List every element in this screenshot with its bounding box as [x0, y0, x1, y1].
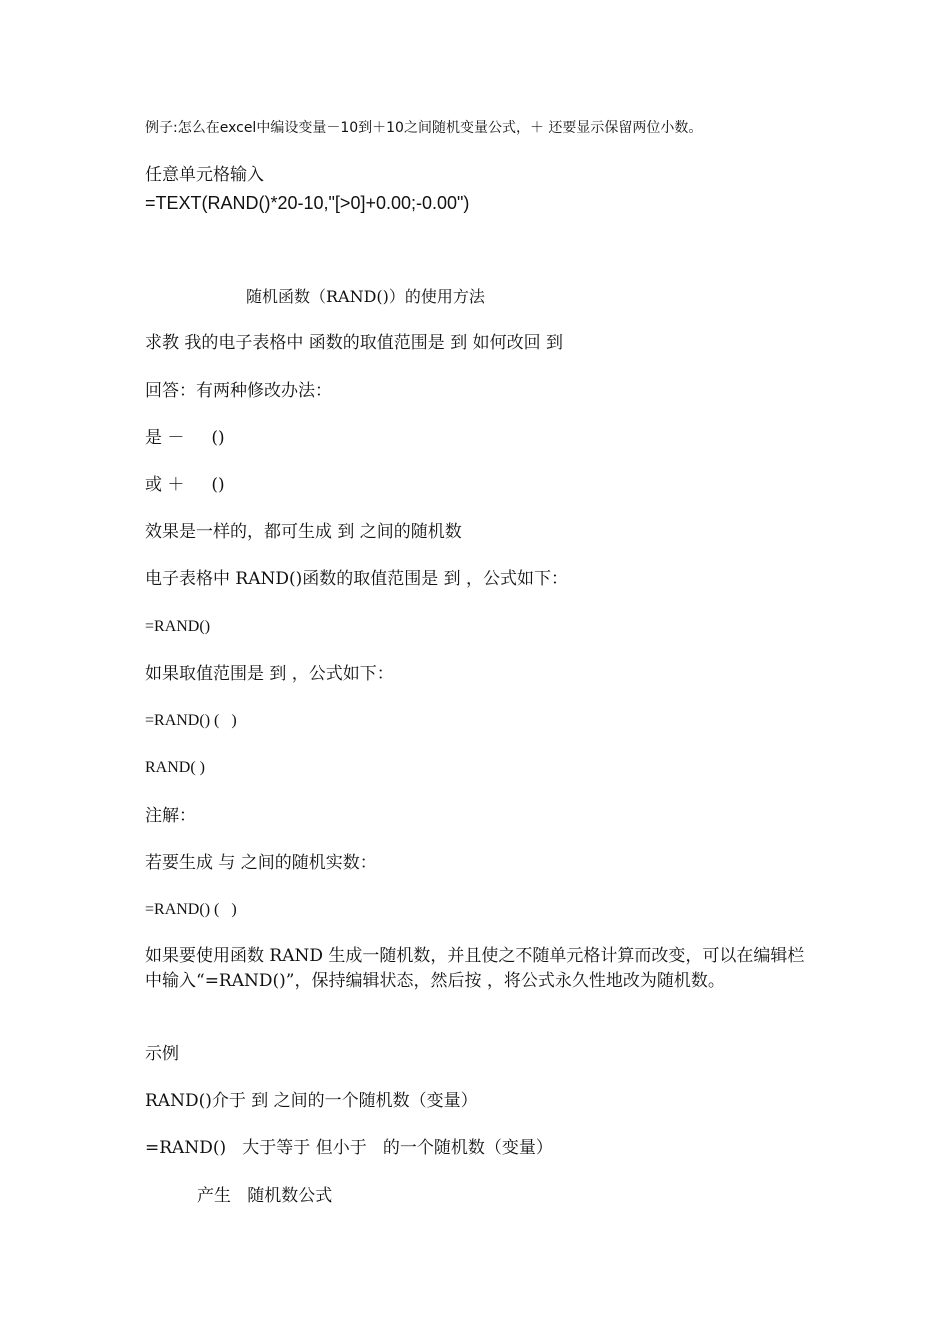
example-label: 示例	[145, 1044, 179, 1064]
option-two: 或 ＋ ()	[145, 475, 225, 495]
formula-parenthesized: =RAND() ( )	[145, 712, 237, 729]
range-statement: 电子表格中 RAND()函数的取值范围是 到 ，公式如下：	[145, 569, 569, 589]
formula-basic: =RAND()	[145, 618, 211, 635]
question-line: 求教 我的电子表格中 函数的取值范围是 到 如何改回 到	[145, 333, 564, 353]
generate-between-line: 若要生成 与 之间的随机实数：	[145, 853, 377, 873]
range-if-line: 如果取值范围是 到 ，公式如下：	[145, 664, 394, 684]
freeze-random-paragraph: 如果要使用函数 RAND 生成一随机数，并且使之不随单元格计算而改变，可以在编辑栏中输入“=RAND()”，保持编辑状态，然后按 ，将公式永久性地改为随机数。	[145, 946, 805, 991]
formula-parenthesized-second: =RAND() ( )	[145, 901, 237, 918]
answer-intro: 回答：有两种修改办法：	[145, 381, 332, 401]
option-one: 是 － ()	[145, 428, 225, 448]
rand-parenthesized: RAND( )	[145, 759, 205, 776]
note-label: 注解：	[145, 806, 196, 826]
example-two: =RAND() 大于等于 但小于 的一个随机数（变量）	[145, 1138, 553, 1158]
article-title: 随机函数（RAND()）的使用方法	[246, 287, 485, 306]
intro-example: 例子:怎么在excel中编设变量－10到＋10之间随机变量公式，＋ 还要显示保留两位小数。	[145, 120, 703, 136]
intro-formula: =TEXT(RAND()*20-10,"[>0]+0.00;-0.00")	[145, 193, 470, 213]
intro-instruction: 任意单元格输入	[145, 165, 264, 185]
formula-heading: 产生 随机数公式	[197, 1186, 333, 1206]
same-effect-line: 效果是一样的，都可生成 到 之间的随机数	[145, 522, 462, 542]
example-one: RAND()介于 到 之间的一个随机数（变量）	[145, 1091, 478, 1111]
